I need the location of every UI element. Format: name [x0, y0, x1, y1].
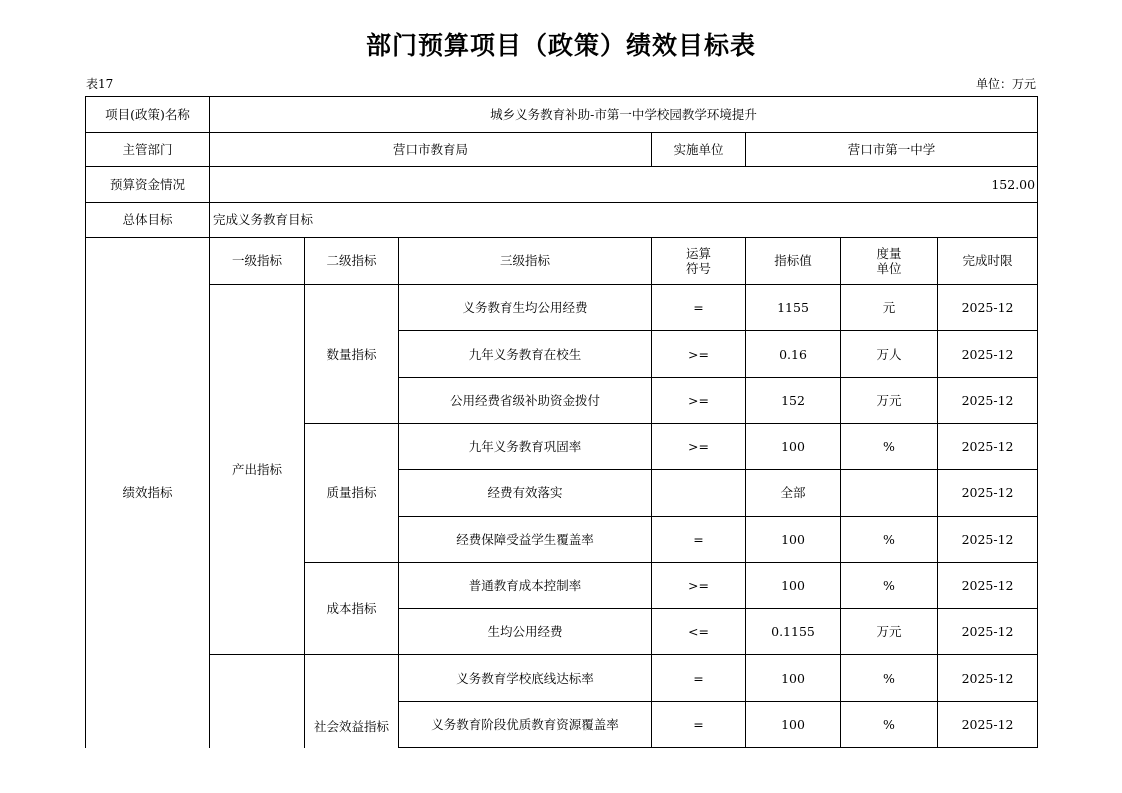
goal-label: 总体目标	[86, 202, 210, 237]
implementer-value: 营口市第一中学	[746, 133, 1038, 167]
row-value: 0.16	[746, 331, 841, 377]
group-effect-blank	[210, 655, 305, 748]
department-value: 营口市教育局	[210, 133, 652, 167]
row-deadline: 2025-12	[938, 470, 1038, 516]
row-value: 100	[746, 701, 841, 747]
row-operator: =	[652, 701, 746, 747]
col-value: 指标值	[746, 237, 841, 284]
table-row	[86, 655, 1038, 701]
row-name: 义务教育生均公用经费	[399, 285, 652, 331]
row-deadline: 2025-12	[938, 331, 1038, 377]
group-quality: 质量指标	[305, 423, 399, 562]
row-name: 义务教育阶段优质教育资源覆盖率	[399, 701, 652, 747]
row-value: 100	[746, 562, 841, 608]
row-unit: %	[841, 655, 938, 701]
row-deadline: 2025-12	[938, 423, 1038, 469]
row-name: 九年义务教育巩固率	[399, 423, 652, 469]
table-number: 表17	[86, 77, 114, 91]
group-quantity: 数量指标	[305, 285, 399, 424]
row-operator	[652, 470, 746, 516]
row-deadline: 2025-12	[938, 655, 1038, 701]
row-name: 公用经费省级补助资金拨付	[399, 377, 652, 423]
row-unit	[841, 470, 938, 516]
unit-label: 单位：万元	[975, 77, 1036, 91]
page-title: 部门预算项目（政策）绩效目标表	[365, 31, 756, 60]
row-operator: =	[652, 285, 746, 331]
row-operator: >=	[652, 377, 746, 423]
col-level2: 二级指标	[305, 237, 399, 284]
project-label: 项目(政策)名称	[86, 97, 210, 133]
row-name: 生均公用经费	[399, 609, 652, 655]
row-unit: 元	[841, 285, 938, 331]
row-deadline: 2025-12	[938, 562, 1038, 608]
row-value: 100	[746, 423, 841, 469]
row-unit: 万元	[841, 609, 938, 655]
row-deadline: 2025-12	[938, 701, 1038, 747]
row-operator: >=	[652, 331, 746, 377]
col-level1: 一级指标	[210, 237, 305, 284]
row-operator: =	[652, 516, 746, 562]
row-value: 全部	[746, 470, 841, 516]
group-social: 社会效益指标	[305, 655, 399, 748]
row-value: 0.1155	[746, 609, 841, 655]
row-value: 152	[746, 377, 841, 423]
row-unit: %	[841, 701, 938, 747]
row-operator: >=	[652, 423, 746, 469]
row-unit: %	[841, 516, 938, 562]
row-operator: <=	[652, 609, 746, 655]
implementer-label: 实施单位	[652, 133, 746, 167]
budget-value: 152.00	[210, 167, 1038, 202]
row-unit: 万元	[841, 377, 938, 423]
goal-value: 完成义务教育目标	[210, 202, 1038, 237]
budget-row	[86, 167, 1038, 202]
row-name: 经费保障受益学生覆盖率	[399, 516, 652, 562]
row-unit: 万人	[841, 331, 938, 377]
row-operator: >=	[652, 562, 746, 608]
column-header-row	[86, 237, 1038, 284]
row-name: 九年义务教育在校生	[399, 331, 652, 377]
table-row	[86, 285, 1038, 331]
goal-row	[86, 202, 1038, 237]
row-operator: =	[652, 655, 746, 701]
group-output: 产出指标	[210, 285, 305, 655]
department-row	[86, 133, 1038, 167]
row-value: 100	[746, 655, 841, 701]
col-level3: 三级指标	[399, 237, 652, 284]
col-deadline: 完成时限	[938, 237, 1038, 284]
row-deadline: 2025-12	[938, 516, 1038, 562]
row-deadline: 2025-12	[938, 609, 1038, 655]
group-cost: 成本指标	[305, 562, 399, 655]
perf-indicator-label: 绩效指标	[86, 237, 210, 747]
row-name: 普通教育成本控制率	[399, 562, 652, 608]
project-value: 城乡义务教育补助-市第一中学校园教学环境提升	[210, 97, 1038, 133]
row-deadline: 2025-12	[938, 377, 1038, 423]
row-unit: %	[841, 562, 938, 608]
row-value: 100	[746, 516, 841, 562]
row-value: 1155	[746, 285, 841, 331]
row-name: 经费有效落实	[399, 470, 652, 516]
performance-table	[85, 96, 1038, 748]
col-unit: 度量单位	[841, 237, 938, 284]
department-label: 主管部门	[86, 133, 210, 167]
col-operator: 运算符号	[652, 237, 746, 284]
project-row	[86, 97, 1038, 133]
row-unit: %	[841, 423, 938, 469]
budget-label: 预算资金情况	[86, 167, 210, 202]
row-name: 义务教育学校底线达标率	[399, 655, 652, 701]
row-deadline: 2025-12	[938, 285, 1038, 331]
